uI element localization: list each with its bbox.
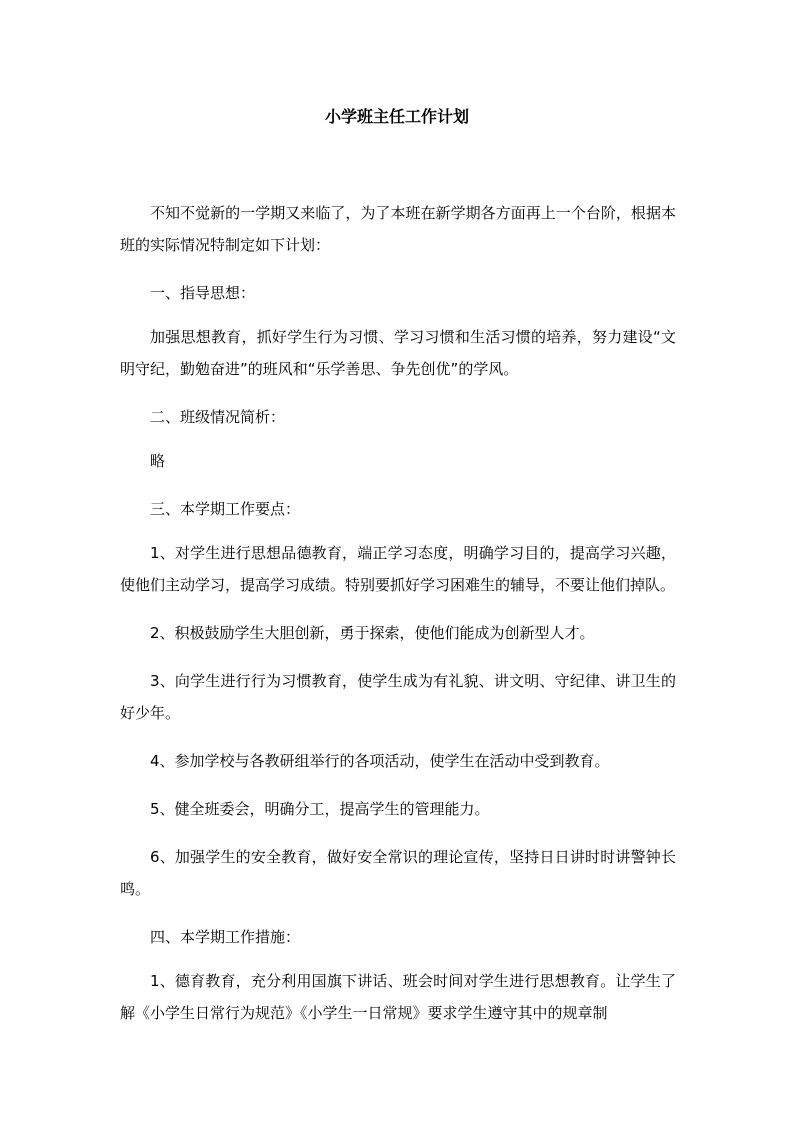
section-heading-work-points: 三、本学期工作要点： bbox=[150, 500, 301, 518]
work-point-3: 3、向学生进行行为习惯教育，使学生成为有礼貌、讲文明、守纪律、讲卫生的好少年。 bbox=[120, 672, 676, 722]
section-heading-guiding-thought: 一、指导思想： bbox=[150, 284, 256, 302]
document-title: 小学班主任工作计划 bbox=[324, 107, 469, 126]
work-point-2: 2、积极鼓励学生大胆创新，勇于探索，使他们能成为创新型人才。 bbox=[150, 624, 595, 642]
paragraph-guiding-thought: 加强思想教育，抓好学生行为习惯、学习习惯和生活习惯的培养，努力建设“文明守纪，勤勉奋进”的班风和“乐学善思、争先创优”的学风。 bbox=[120, 328, 676, 378]
work-point-5: 5、健全班委会，明确分工，提高学生的管理能力。 bbox=[150, 800, 490, 818]
work-point-4: 4、参加学校与各教研组举行的各项活动，使学生在活动中受到教育。 bbox=[150, 752, 610, 770]
work-point-6: 6、加强学生的安全教育，做好安全常识的理论宣传，坚持日日讲时时讲警钟长鸣。 bbox=[120, 848, 676, 898]
work-point-1: 1、对学生进行思想品德教育，端正学习态度，明确学习目的，提高学习兴趣，使他们主动学习，提高学习成绩。特别要抓好学习困难生的辅导，不要让他们掉队。 bbox=[120, 544, 676, 594]
paragraph-class-analysis: 略 bbox=[150, 452, 166, 470]
section-heading-work-measures: 四、本学期工作措施： bbox=[150, 928, 301, 946]
work-measure-1: 1、德育教育，充分利用国旗下讲话、班会时间对学生进行思想教育。让学生了解《小学生日常行为规范》《小学生一日常规》要求学生遵守其中的规章制 bbox=[120, 972, 676, 1022]
document-body bbox=[120, 197, 676, 1045]
paragraph-intro: 不知不觉新的一学期又来临了，为了本班在新学期各方面再上一个台阶，根据本班的实际情况特制定如下计划： bbox=[120, 204, 676, 254]
section-heading-class-analysis: 二、班级情况简析： bbox=[150, 408, 286, 426]
